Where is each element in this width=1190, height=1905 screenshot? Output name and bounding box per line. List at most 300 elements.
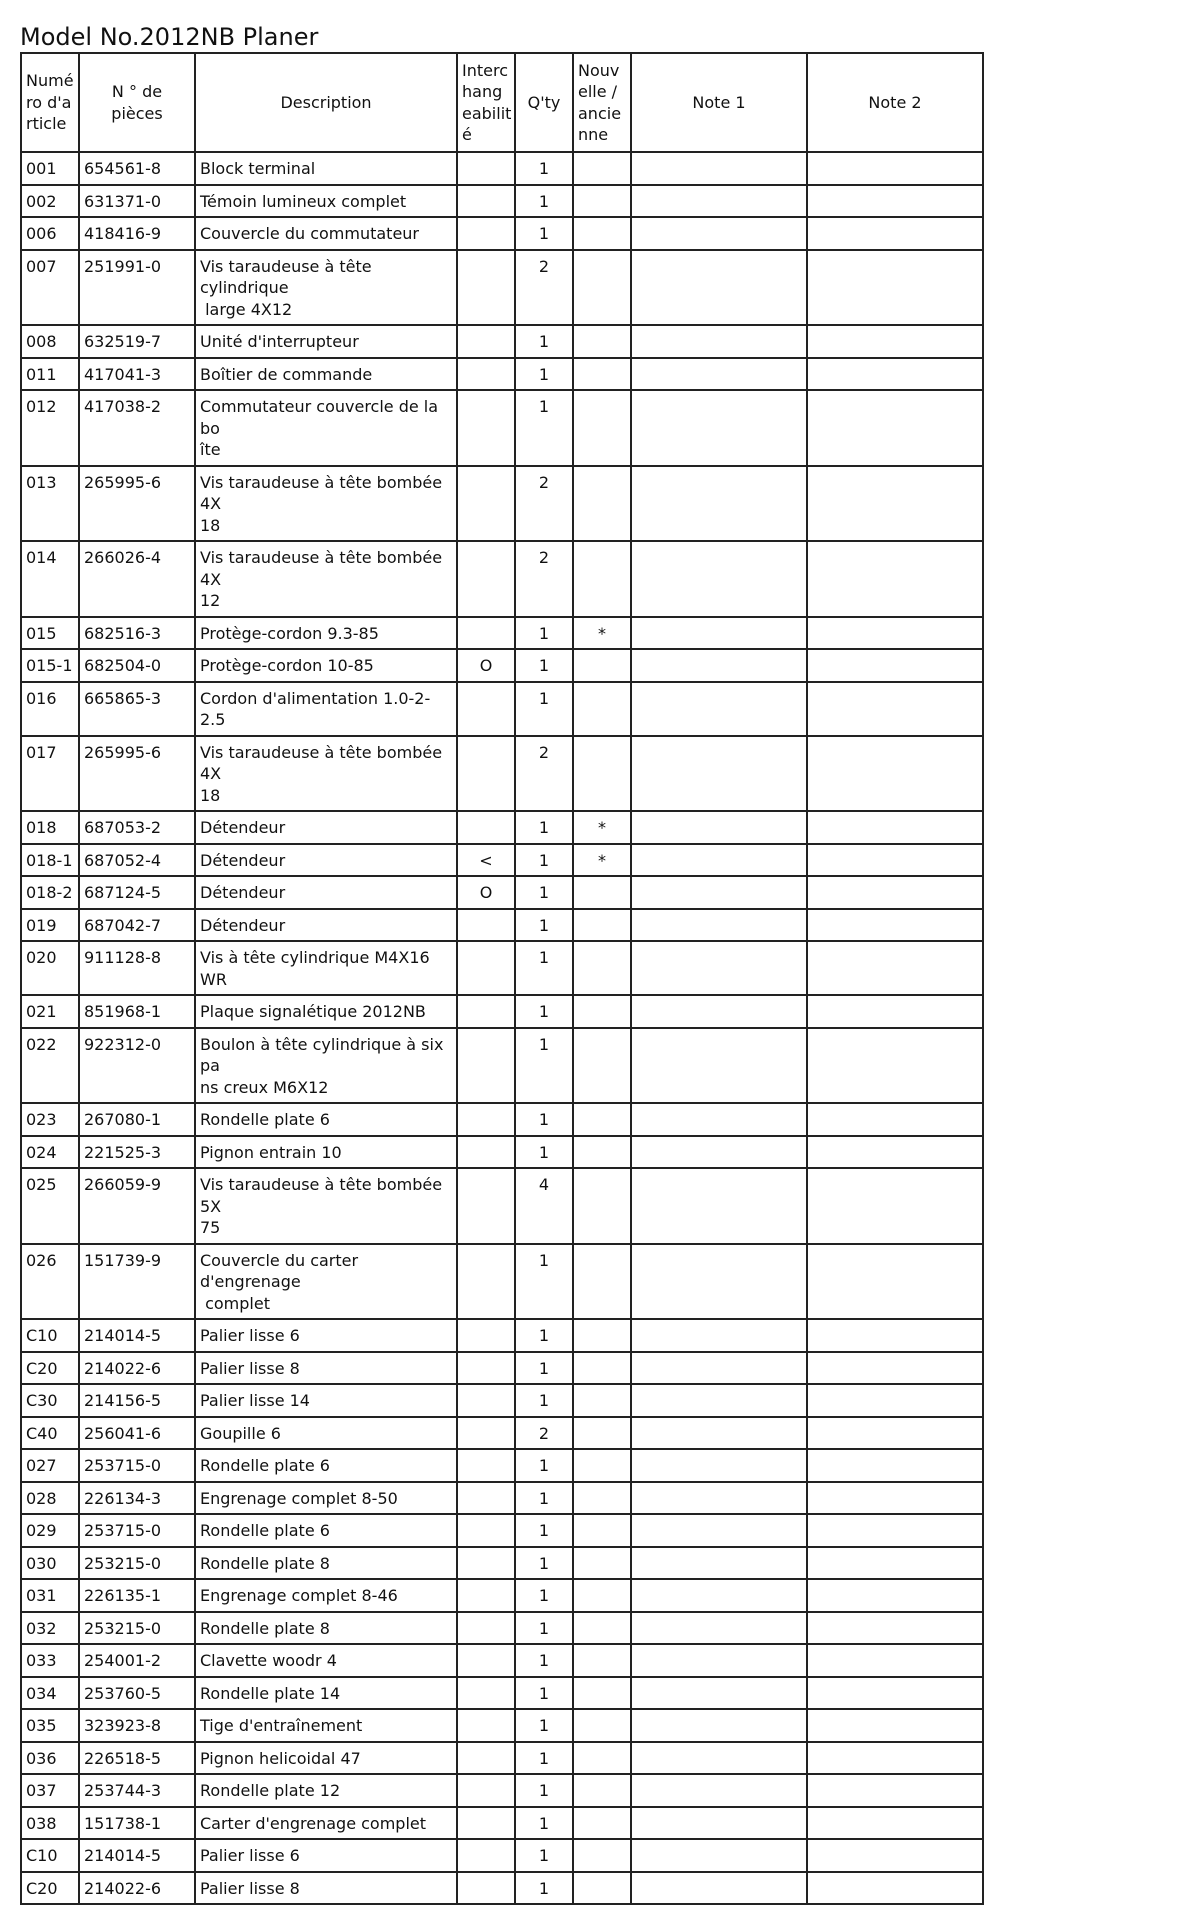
note-1-cell	[631, 1742, 807, 1775]
interchangeability-cell	[457, 1677, 515, 1710]
description-cell: Rondelle plate 6	[195, 1449, 457, 1482]
interchangeability-cell	[457, 1384, 515, 1417]
quantity-cell: 1	[515, 1352, 573, 1385]
quantity-cell: 1	[515, 1136, 573, 1169]
table-row	[21, 1384, 983, 1417]
interchangeability-cell	[457, 1319, 515, 1352]
new-old-cell	[573, 682, 631, 736]
quantity-cell: 1	[515, 1319, 573, 1352]
table-row	[21, 941, 983, 995]
interchangeability-cell	[457, 466, 515, 542]
new-old-cell	[573, 1547, 631, 1580]
table-row	[21, 1482, 983, 1515]
quantity-cell: 1	[515, 876, 573, 909]
interchangeability-cell	[457, 1644, 515, 1677]
quantity-cell: 1	[515, 844, 573, 877]
note-2-cell	[807, 941, 983, 995]
description-cell: Rondelle plate 12	[195, 1774, 457, 1807]
new-old-cell	[573, 1839, 631, 1872]
note-2-cell	[807, 1839, 983, 1872]
col-note-1: Note 1	[631, 53, 807, 152]
new-old-cell	[573, 466, 631, 542]
table-row	[21, 1644, 983, 1677]
quantity-cell: 1	[515, 1839, 573, 1872]
note-2-cell	[807, 466, 983, 542]
quantity-cell: 2	[515, 541, 573, 617]
table-row	[21, 1839, 983, 1872]
description-cell: Couvercle du commutateur	[195, 217, 457, 250]
part-number-cell: 265995-6	[79, 466, 195, 542]
interchangeability-cell	[457, 185, 515, 218]
note-2-cell	[807, 1168, 983, 1244]
item-number-cell: 016	[21, 682, 79, 736]
note-2-cell	[807, 152, 983, 185]
note-1-cell	[631, 1774, 807, 1807]
new-old-cell	[573, 1136, 631, 1169]
item-number-cell: 015	[21, 617, 79, 650]
interchangeability-cell: O	[457, 649, 515, 682]
new-old-cell	[573, 1579, 631, 1612]
note-2-cell	[807, 1352, 983, 1385]
new-old-cell	[573, 1677, 631, 1710]
part-number-cell: 266026-4	[79, 541, 195, 617]
note-2-cell	[807, 1644, 983, 1677]
interchangeability-cell	[457, 358, 515, 391]
description-cell: Détendeur	[195, 909, 457, 942]
new-old-cell	[573, 876, 631, 909]
col-item-number: Numé ro d'a rticle	[21, 53, 79, 152]
note-1-cell	[631, 844, 807, 877]
description-cell: Palier lisse 14	[195, 1384, 457, 1417]
new-old-cell	[573, 1644, 631, 1677]
note-1-cell	[631, 1807, 807, 1840]
note-1-cell	[631, 358, 807, 391]
new-old-cell	[573, 1742, 631, 1775]
table-row	[21, 844, 983, 877]
interchangeability-cell	[457, 682, 515, 736]
note-1-cell	[631, 811, 807, 844]
part-number-cell: 654561-8	[79, 152, 195, 185]
part-number-cell: 851968-1	[79, 995, 195, 1028]
table-row	[21, 811, 983, 844]
note-1-cell	[631, 1417, 807, 1450]
note-2-cell	[807, 1547, 983, 1580]
note-2-cell	[807, 1579, 983, 1612]
quantity-cell: 1	[515, 1482, 573, 1515]
part-number-cell: 151739-9	[79, 1244, 195, 1320]
part-number-cell: 682504-0	[79, 649, 195, 682]
part-number-cell: 253744-3	[79, 1774, 195, 1807]
interchangeability-cell	[457, 541, 515, 617]
table-row	[21, 1612, 983, 1645]
part-number-cell: 253215-0	[79, 1612, 195, 1645]
description-cell: Rondelle plate 6	[195, 1514, 457, 1547]
table-row	[21, 1514, 983, 1547]
interchangeability-cell	[457, 1168, 515, 1244]
table-body	[21, 152, 983, 1904]
note-1-cell	[631, 1644, 807, 1677]
table-row	[21, 1872, 983, 1905]
quantity-cell: 1	[515, 1449, 573, 1482]
quantity-cell: 1	[515, 1742, 573, 1775]
table-row	[21, 1319, 983, 1352]
interchangeability-cell	[457, 736, 515, 812]
new-old-cell	[573, 390, 631, 466]
table-row	[21, 217, 983, 250]
item-number-cell: 036	[21, 1742, 79, 1775]
new-old-cell	[573, 1384, 631, 1417]
note-1-cell	[631, 1547, 807, 1580]
quantity-cell: 1	[515, 1644, 573, 1677]
part-number-cell: 922312-0	[79, 1028, 195, 1104]
table-row	[21, 1742, 983, 1775]
item-number-cell: C20	[21, 1872, 79, 1905]
table-row	[21, 358, 983, 391]
item-number-cell: 013	[21, 466, 79, 542]
note-2-cell	[807, 1417, 983, 1450]
description-cell: Rondelle plate 6	[195, 1103, 457, 1136]
description-cell: Rondelle plate 8	[195, 1612, 457, 1645]
description-cell: Boîtier de commande	[195, 358, 457, 391]
table-row	[21, 390, 983, 466]
item-number-cell: 018	[21, 811, 79, 844]
description-cell: Détendeur	[195, 844, 457, 877]
part-number-cell: 151738-1	[79, 1807, 195, 1840]
note-1-cell	[631, 1872, 807, 1905]
interchangeability-cell	[457, 995, 515, 1028]
quantity-cell: 1	[515, 152, 573, 185]
new-old-cell	[573, 152, 631, 185]
note-2-cell	[807, 250, 983, 326]
part-number-cell: 687042-7	[79, 909, 195, 942]
quantity-cell: 1	[515, 617, 573, 650]
description-cell: Vis taraudeuse à tête bombée 4X 18	[195, 736, 457, 812]
description-cell: Pignon entrain 10	[195, 1136, 457, 1169]
item-number-cell: C20	[21, 1352, 79, 1385]
item-number-cell: 021	[21, 995, 79, 1028]
table-row	[21, 1709, 983, 1742]
part-number-cell: 417041-3	[79, 358, 195, 391]
new-old-cell: *	[573, 844, 631, 877]
note-1-cell	[631, 909, 807, 942]
table-row	[21, 909, 983, 942]
new-old-cell	[573, 1028, 631, 1104]
item-number-cell: 022	[21, 1028, 79, 1104]
interchangeability-cell	[457, 1547, 515, 1580]
note-2-cell	[807, 1807, 983, 1840]
interchangeability-cell	[457, 1872, 515, 1905]
quantity-cell: 2	[515, 466, 573, 542]
new-old-cell	[573, 1612, 631, 1645]
table-row	[21, 1352, 983, 1385]
item-number-cell: 002	[21, 185, 79, 218]
item-number-cell: 023	[21, 1103, 79, 1136]
part-number-cell: 911128-8	[79, 941, 195, 995]
table-row	[21, 682, 983, 736]
note-2-cell	[807, 1742, 983, 1775]
part-number-cell: 253715-0	[79, 1514, 195, 1547]
part-number-cell: 253715-0	[79, 1449, 195, 1482]
description-cell: Cordon d'alimentation 1.0-2-2.5	[195, 682, 457, 736]
note-2-cell	[807, 682, 983, 736]
new-old-cell	[573, 541, 631, 617]
part-number-cell: 265995-6	[79, 736, 195, 812]
new-old-cell	[573, 185, 631, 218]
quantity-cell: 1	[515, 217, 573, 250]
part-number-cell: 226135-1	[79, 1579, 195, 1612]
col-new-old: Nouv elle / ancie nne	[573, 53, 631, 152]
description-cell: Vis taraudeuse à tête bombée 5X 75	[195, 1168, 457, 1244]
table-row	[21, 250, 983, 326]
table-row	[21, 152, 983, 185]
item-number-cell: 014	[21, 541, 79, 617]
description-cell: Goupille 6	[195, 1417, 457, 1450]
new-old-cell	[573, 358, 631, 391]
note-1-cell	[631, 541, 807, 617]
note-2-cell	[807, 736, 983, 812]
quantity-cell: 1	[515, 390, 573, 466]
new-old-cell: *	[573, 617, 631, 650]
new-old-cell	[573, 736, 631, 812]
description-cell: Commutateur couvercle de la bo îte	[195, 390, 457, 466]
part-number-cell: 631371-0	[79, 185, 195, 218]
part-number-cell: 226518-5	[79, 1742, 195, 1775]
part-number-cell: 253215-0	[79, 1547, 195, 1580]
new-old-cell: *	[573, 811, 631, 844]
new-old-cell	[573, 1103, 631, 1136]
note-2-cell	[807, 1103, 983, 1136]
part-number-cell: 687053-2	[79, 811, 195, 844]
part-number-cell: 214022-6	[79, 1352, 195, 1385]
note-1-cell	[631, 1028, 807, 1104]
description-cell: Détendeur	[195, 876, 457, 909]
table-row	[21, 541, 983, 617]
item-number-cell: 001	[21, 152, 79, 185]
note-2-cell	[807, 811, 983, 844]
description-cell: Pignon helicoidal 47	[195, 1742, 457, 1775]
item-number-cell: 006	[21, 217, 79, 250]
description-cell: Couvercle du carter d'engrenage complet	[195, 1244, 457, 1320]
quantity-cell: 1	[515, 1579, 573, 1612]
new-old-cell	[573, 1168, 631, 1244]
note-1-cell	[631, 682, 807, 736]
description-cell: Carter d'engrenage complet	[195, 1807, 457, 1840]
description-cell: Palier lisse 6	[195, 1839, 457, 1872]
table-row	[21, 1417, 983, 1450]
note-2-cell	[807, 1028, 983, 1104]
table-row	[21, 1244, 983, 1320]
description-cell: Unité d'interrupteur	[195, 325, 457, 358]
table-row	[21, 1579, 983, 1612]
new-old-cell	[573, 1352, 631, 1385]
new-old-cell	[573, 1807, 631, 1840]
item-number-cell: 030	[21, 1547, 79, 1580]
interchangeability-cell	[457, 1579, 515, 1612]
note-1-cell	[631, 152, 807, 185]
part-number-cell: 221525-3	[79, 1136, 195, 1169]
item-number-cell: 018-2	[21, 876, 79, 909]
interchangeability-cell: <	[457, 844, 515, 877]
note-2-cell	[807, 1244, 983, 1320]
description-cell: Vis taraudeuse à tête bombée 4X 12	[195, 541, 457, 617]
part-number-cell: 687124-5	[79, 876, 195, 909]
note-1-cell	[631, 390, 807, 466]
interchangeability-cell	[457, 1807, 515, 1840]
note-1-cell	[631, 1352, 807, 1385]
table-row	[21, 1547, 983, 1580]
description-cell: Vis taraudeuse à tête bombée 4X 18	[195, 466, 457, 542]
quantity-cell: 1	[515, 1872, 573, 1905]
description-cell: Vis à tête cylindrique M4X16 WR	[195, 941, 457, 995]
description-cell: Engrenage complet 8-46	[195, 1579, 457, 1612]
part-number-cell: 254001-2	[79, 1644, 195, 1677]
description-cell: Rondelle plate 8	[195, 1547, 457, 1580]
interchangeability-cell	[457, 1839, 515, 1872]
interchangeability-cell	[457, 390, 515, 466]
item-number-cell: 020	[21, 941, 79, 995]
part-number-cell: 665865-3	[79, 682, 195, 736]
interchangeability-cell	[457, 1417, 515, 1450]
note-2-cell	[807, 325, 983, 358]
interchangeability-cell	[457, 811, 515, 844]
quantity-cell: 1	[515, 682, 573, 736]
new-old-cell	[573, 1709, 631, 1742]
part-number-cell: 214014-5	[79, 1839, 195, 1872]
note-2-cell	[807, 876, 983, 909]
item-number-cell: 008	[21, 325, 79, 358]
table-row	[21, 185, 983, 218]
new-old-cell	[573, 941, 631, 995]
table-row	[21, 736, 983, 812]
new-old-cell	[573, 1417, 631, 1450]
table-row	[21, 1103, 983, 1136]
new-old-cell	[573, 217, 631, 250]
note-2-cell	[807, 185, 983, 218]
note-1-cell	[631, 185, 807, 218]
quantity-cell: 1	[515, 185, 573, 218]
quantity-cell: 2	[515, 736, 573, 812]
note-1-cell	[631, 1449, 807, 1482]
note-2-cell	[807, 1449, 983, 1482]
note-1-cell	[631, 736, 807, 812]
interchangeability-cell	[457, 1028, 515, 1104]
quantity-cell: 1	[515, 1514, 573, 1547]
interchangeability-cell	[457, 1136, 515, 1169]
item-number-cell: C10	[21, 1319, 79, 1352]
note-2-cell	[807, 1774, 983, 1807]
quantity-cell: 1	[515, 1807, 573, 1840]
interchangeability-cell	[457, 909, 515, 942]
note-2-cell	[807, 1612, 983, 1645]
item-number-cell: 011	[21, 358, 79, 391]
table-row	[21, 1774, 983, 1807]
note-1-cell	[631, 941, 807, 995]
col-note-2: Note 2	[807, 53, 983, 152]
note-1-cell	[631, 1244, 807, 1320]
interchangeability-cell	[457, 941, 515, 995]
table-row	[21, 876, 983, 909]
note-2-cell	[807, 1384, 983, 1417]
description-cell: Détendeur	[195, 811, 457, 844]
part-number-cell: 226134-3	[79, 1482, 195, 1515]
page-title: Model No.2012NB Planer	[20, 23, 319, 51]
item-number-cell: 038	[21, 1807, 79, 1840]
part-number-cell: 214022-6	[79, 1872, 195, 1905]
table-row	[21, 325, 983, 358]
part-number-cell: 251991-0	[79, 250, 195, 326]
new-old-cell	[573, 250, 631, 326]
description-cell: Clavette woodr 4	[195, 1644, 457, 1677]
quantity-cell: 1	[515, 1612, 573, 1645]
quantity-cell: 2	[515, 250, 573, 326]
note-1-cell	[631, 1384, 807, 1417]
interchangeability-cell	[457, 1612, 515, 1645]
new-old-cell	[573, 1774, 631, 1807]
quantity-cell: 1	[515, 1774, 573, 1807]
interchangeability-cell	[457, 250, 515, 326]
description-cell: Rondelle plate 14	[195, 1677, 457, 1710]
note-1-cell	[631, 1136, 807, 1169]
quantity-cell: 4	[515, 1168, 573, 1244]
interchangeability-cell	[457, 1449, 515, 1482]
table-row	[21, 466, 983, 542]
quantity-cell: 1	[515, 909, 573, 942]
new-old-cell	[573, 1872, 631, 1905]
quantity-cell: 1	[515, 1709, 573, 1742]
description-cell: Plaque signalétique 2012NB	[195, 995, 457, 1028]
table-row	[21, 617, 983, 650]
note-1-cell	[631, 1677, 807, 1710]
new-old-cell	[573, 1449, 631, 1482]
quantity-cell: 1	[515, 1384, 573, 1417]
note-2-cell	[807, 617, 983, 650]
new-old-cell	[573, 325, 631, 358]
part-number-cell: 687052-4	[79, 844, 195, 877]
parts-table	[20, 52, 984, 1905]
quantity-cell: 1	[515, 811, 573, 844]
note-2-cell	[807, 1482, 983, 1515]
note-2-cell	[807, 1709, 983, 1742]
interchangeability-cell	[457, 617, 515, 650]
new-old-cell	[573, 1319, 631, 1352]
table-row	[21, 1677, 983, 1710]
interchangeability-cell	[457, 1742, 515, 1775]
note-2-cell	[807, 1319, 983, 1352]
quantity-cell: 1	[515, 325, 573, 358]
note-1-cell	[631, 876, 807, 909]
new-old-cell	[573, 1244, 631, 1320]
note-1-cell	[631, 1579, 807, 1612]
quantity-cell: 1	[515, 941, 573, 995]
note-1-cell	[631, 325, 807, 358]
part-number-cell: 214014-5	[79, 1319, 195, 1352]
new-old-cell	[573, 1482, 631, 1515]
item-number-cell: C30	[21, 1384, 79, 1417]
interchangeability-cell: O	[457, 876, 515, 909]
interchangeability-cell	[457, 1482, 515, 1515]
item-number-cell: 037	[21, 1774, 79, 1807]
interchangeability-cell	[457, 1103, 515, 1136]
item-number-cell: 017	[21, 736, 79, 812]
note-2-cell	[807, 1514, 983, 1547]
part-number-cell: 417038-2	[79, 390, 195, 466]
quantity-cell: 1	[515, 1244, 573, 1320]
interchangeability-cell	[457, 152, 515, 185]
interchangeability-cell	[457, 1774, 515, 1807]
note-2-cell	[807, 909, 983, 942]
description-cell: Engrenage complet 8-50	[195, 1482, 457, 1515]
note-2-cell	[807, 1872, 983, 1905]
